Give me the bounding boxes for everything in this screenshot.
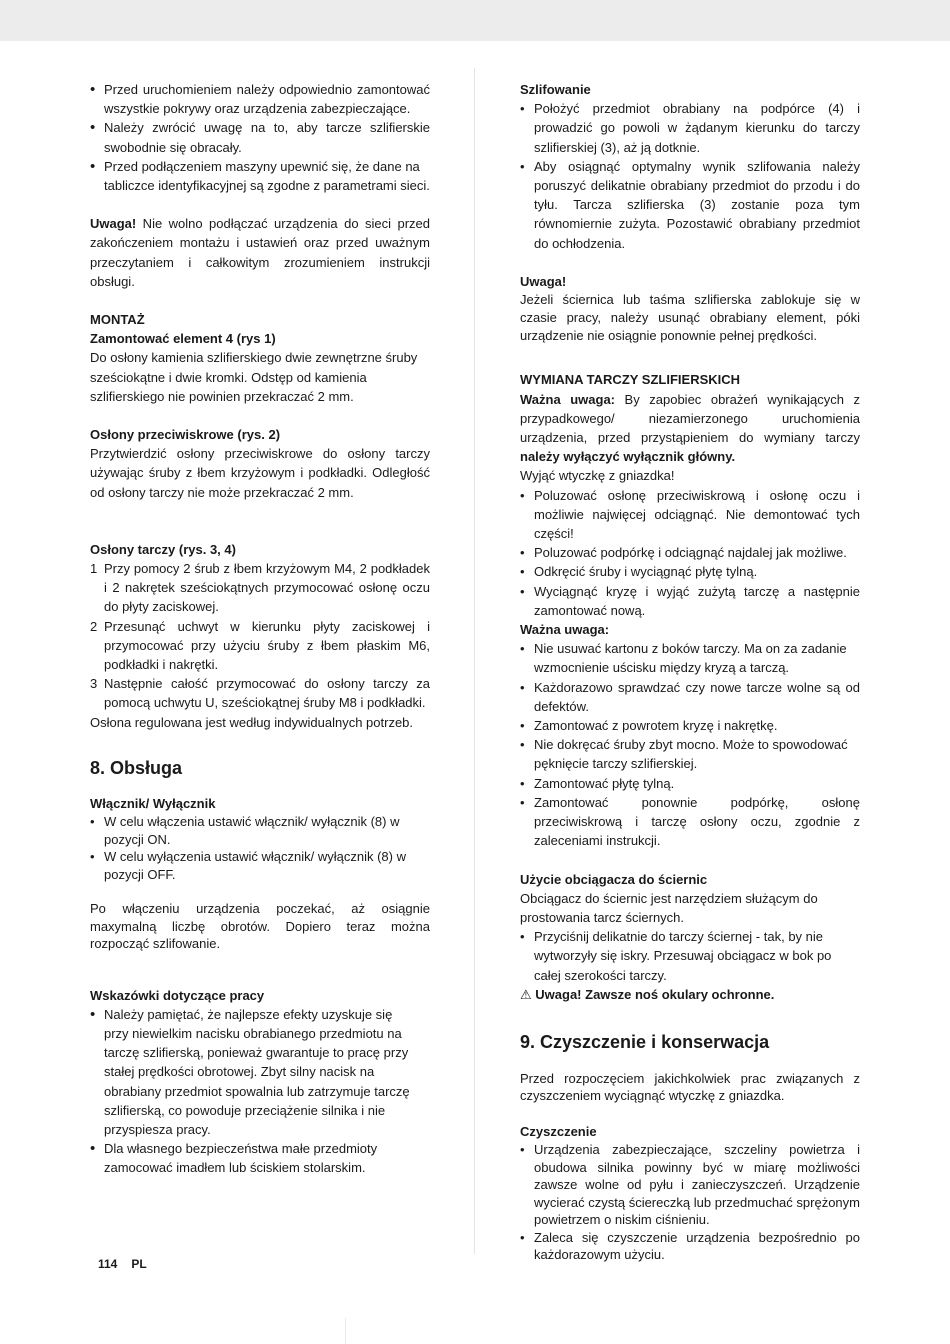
obciagacz-heading: Użycie obciągacza do ściernic (520, 871, 708, 887)
list-item: • Przyciśnij delikatnie do tarczy ściernej - tak, by nie wytworzyły się iskry. Przesuwaj obciągacz w bok po całej szerokości tarczy. (520, 927, 860, 985)
list-item: • Przed podłączeniem maszyny upewnić się, że dane na tabliczce identyfikacyjnej są zgodne z parametrami sieci. (90, 157, 430, 195)
obciagacz-text: Obciągacz do ściernic jest narzędziem służącym do prostowania tarcz ściernych. (520, 890, 818, 925)
step-text: Następnie całość przymocować do osłony tarczy za pomocą uchwytu U, sześciokątnej śruby M8 i podkładki. (104, 676, 430, 711)
list-item: • Nie dokręcać śruby zbyt mocno. Może to spowodować pęknięcie tarczy szlifierskiej. (520, 735, 860, 773)
wlacznik-bullet-list (90, 813, 430, 883)
wazna-bold: należy wyłączyć wyłącznik główny. (520, 449, 736, 465)
warning-line (520, 985, 860, 1004)
szlifowanie-heading: Szlifowanie (520, 82, 591, 97)
step-number: 1 (90, 561, 98, 577)
wymiana-bullet-list (520, 486, 860, 620)
po-wlaczeniu-text: Po włączeniu urządzenia poczekać, aż osiągnie maxymalną liczbę obrotów. Dopiero teraz można rozpocząć szlifowanie. (90, 901, 430, 952)
section-9-heading: 9. Czyszczenie i konserwacja (520, 1031, 770, 1052)
wyjac-text: Wyjąć wtyczkę z gniazdka! (520, 468, 675, 484)
wskazowki-heading: Wskazówki dotyczące pracy (90, 987, 265, 1003)
list-item: • Zaleca się czyszczenie urządzenia bezpośrednio po każdorazowym użyciu. (520, 1229, 860, 1264)
list-item: • Wyciągnąć kryzę i wyjąć zużytą tarczę a następnie zamontować nową. (520, 582, 860, 620)
oslony-tarczy-steps (90, 559, 430, 713)
oslona-text: Osłona regulowana jest według indywidualnych potrzeb. (90, 714, 414, 730)
language-code: PL (131, 1257, 147, 1271)
list-item (90, 674, 430, 712)
uwaga-paragraph (90, 214, 430, 291)
list-item: • Położyć przedmiot obrabiany na podpórce (4) i prowadzić go powoli w żądanym kierunku do tarczy szlifierskiej (3), aż ją dotknie. (520, 99, 860, 157)
list-item: • W celu włączenia ustawić włącznik/ wyłącznik (8) w pozycji ON. (90, 813, 430, 848)
czyszczenie-bullet-list (520, 1141, 860, 1264)
list-item: • Urządzenia zabezpieczające, szczeliny powietrza i obudowa silnika powinny być w miarę możliwości zawsze wolne od pyłu i zanieczyszczeń. Urządzenie wycierać czystą ściereczką lub przedmuchać sprężonym powietrzem o niskim ciśnieniu. (520, 1141, 860, 1229)
wymiana-heading: WYMIANA TARCZY SZLIFIERSKICH (520, 372, 741, 388)
warning-text: Uwaga! Zawsze noś okulary ochronne. (535, 986, 775, 1002)
top-bar (0, 0, 950, 41)
list-item: • Dla własnego bezpieczeństwa małe przedmioty zamocować imadłem lub ściskiem stolarskim. (90, 1139, 430, 1177)
szlifowanie-bullet-list (520, 99, 860, 253)
oslony-heading: Osłony przeciwiskrowe (rys. 2) (90, 427, 281, 443)
section-8-heading: 8. Obsługa (90, 757, 183, 778)
left-column (90, 80, 430, 1178)
step-number: 3 (90, 676, 98, 692)
list-item: • Należy pamiętać, że najlepsze efekty uzyskuje się przy niewielkim nacisku obrabianego przedmiotu na tarczę szlifierską, ponieważ gwarantuje to pracę przy stałej prędkości obrotowej. Zbyt silny nacisk na obrabiany przedmiot spowalnia lub zatrzymuje tarczę szlifierską, co powoduje przeciążenie silnika i nie przyspiesza pracy. (90, 1005, 430, 1139)
element4-text: Do osłony kamienia szlifierskiego dwie zewnętrzne śruby sześciokątne i dwie kromki. Odstęp od kamienia szlifierskiego nie powinien przekraczać 2 mm. (90, 350, 418, 404)
obciagacz-bullet-list (520, 927, 860, 985)
intro-bullet-list (90, 80, 430, 195)
list-item: • W celu wyłączenia ustawić włącznik/ wyłącznik (8) w pozycji OFF. (90, 848, 430, 883)
uwaga-heading: Uwaga! (520, 273, 567, 289)
list-item (90, 617, 430, 675)
wazna-paragraph (520, 390, 860, 467)
wazna-label: Ważna uwaga: (520, 391, 616, 407)
oslony-tarczy-heading: Osłony tarczy (rys. 3, 4) (90, 541, 236, 557)
page-number: 114 (98, 1257, 118, 1271)
step-number: 2 (90, 618, 98, 634)
element4-heading: Zamontować element 4 (rys 1) (90, 331, 276, 347)
step-text: Przesunąć uchwyt w kierunku płyty zaciskowej i przymocować przy użyciu śruby z łbem płaskim M6, podkładki i nakrętki. (104, 618, 430, 673)
right-column (520, 80, 860, 1264)
list-item: • Aby osiągnąć optymalny wynik szlifowania należy poruszyć delikatnie obrabiany przedmiot do przodu i do tyłu. Tarcza szlifierska (3) zostanie poza tym równomiernie zużyta. Pozostawić obrabiany przedmiot do ochłodzenia. (520, 157, 860, 253)
czyszczenie-heading: Czyszczenie (520, 1123, 597, 1139)
wazna-text: By zapobiec obrażeń wynikających z przypadkowego/ niezamierzonego uruchomienia urządzenia, przed przystąpieniem do wymiany tarczy (520, 391, 860, 446)
list-item: • Zamontować płytę tylną. (520, 774, 860, 793)
list-item: • Przed uruchomieniem należy odpowiednio zamontować wszystkie pokrywy oraz urządzenia zabezpieczające. (90, 80, 430, 118)
oslony-text: Przytwierdzić osłony przeciwiskrowe do osłony tarczy używając śruby z łbem krzyżowym i podkładki. Odległość od osłony tarczy nie może przekraczać 2 mm. (90, 446, 430, 500)
list-item (90, 559, 430, 617)
montaz-heading: MONTAŻ (90, 312, 145, 328)
list-item: • Należy zwrócić uwagę na to, aby tarcze szlifierskie swobodnie się obracały. (90, 118, 430, 156)
list-item: • Każdorazowo sprawdzać czy nowe tarcze wolne są od defektów. (520, 678, 860, 716)
wazna2-heading: Ważna uwaga: (520, 622, 610, 638)
list-item: • Nie usuwać kartonu z boków tarczy. Ma on za zadanie wzmocnienie uścisku między kryzą a tarczą. (520, 639, 860, 677)
list-item: • Zamontować ponownie podpórkę, osłonę przeciwiskrową i tarczę osłony oczu, zgodnie z zaleceniami instrukcji. (520, 793, 860, 851)
list-item: • Zamontować z powrotem kryzę i nakrętkę. (520, 716, 860, 735)
step-text: Przy pomocy 2 śrub z łbem krzyżowym M4, 2 podkładek i 2 nakrętek sześciokątnych przymocować osłonę oczu do płyty zaciskowej. (104, 561, 430, 615)
column-divider (474, 68, 475, 1254)
uwaga-text: Nie wolno podłączać urządzenia do sieci przed zakończeniem montażu i ustawień oraz przed uważnym przeczytaniem i całkowitym zrozumieniem instrukcji obsługi. (90, 216, 430, 289)
list-item: • Poluzować podpórkę i odciągnąć najdalej jak możliwe. (520, 543, 860, 562)
wlacznik-heading: Włącznik/ Wyłącznik (90, 795, 216, 811)
warning-icon: ⚠ (520, 986, 532, 1002)
bottom-divider (345, 1318, 346, 1344)
page-footer (98, 1257, 147, 1271)
wazna2-bullet-list (520, 639, 860, 850)
wskazowki-bullet-list (90, 1005, 430, 1178)
list-item: • Poluzować osłonę przeciwiskrową i osłonę oczu i możliwie najwięcej odciągnąć. Nie demontować tych części! (520, 486, 860, 544)
list-item: • Odkręcić śruby i wyciągnąć płytę tylną. (520, 562, 860, 581)
uwaga-label: Uwaga! (90, 216, 137, 232)
uwaga-text: Jeżeli ściernica lub taśma szlifierska zablokuje się w czasie pracy, należy usunąć obrabiany element, póki urządzenie nie osiągnie ponownie pełnej prędkości. (520, 292, 860, 343)
section-9-intro: Przed rozpoczęciem jakichkolwiek prac związanych z czyszczeniem wyciągnąć wtyczkę z gniazdka. (520, 1070, 860, 1104)
